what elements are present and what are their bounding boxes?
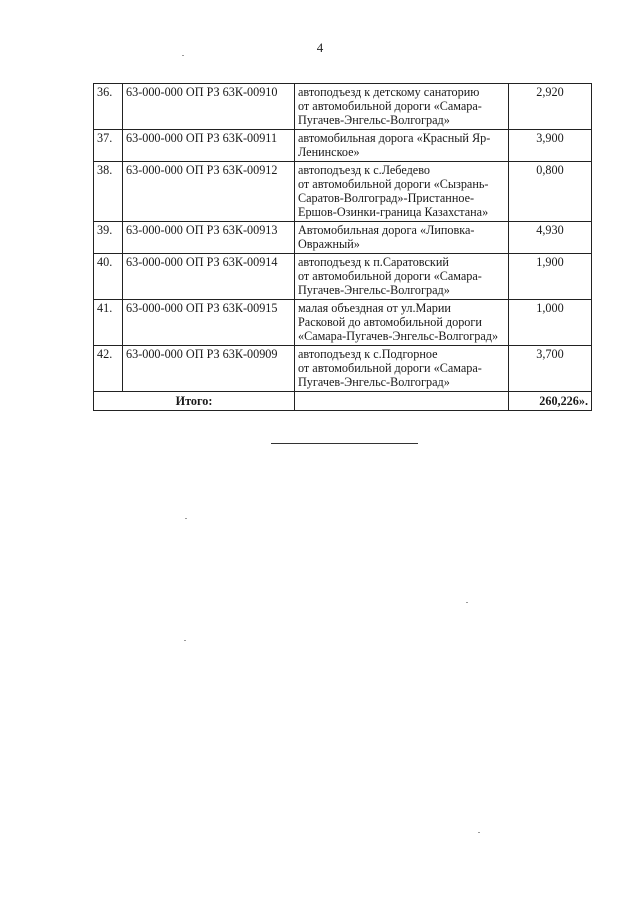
table-row xyxy=(94,346,592,392)
road-name-line: автоподъезд к п.Саратовский xyxy=(298,255,449,269)
scan-speck xyxy=(185,518,187,519)
total-row xyxy=(94,392,592,411)
road-name-line: Пугачев-Энгельс-Волгоград» xyxy=(298,375,450,389)
road-name xyxy=(295,84,509,130)
roads-table-body xyxy=(94,84,592,411)
road-name-line: автоподъезд к с.Лебедево xyxy=(298,163,430,177)
road-name xyxy=(295,162,509,222)
road-name xyxy=(295,346,509,392)
road-name-line: «Самара-Пугачев-Энгельс-Волгоград» xyxy=(298,329,499,343)
road-id-code: 63-000-000 ОП РЗ 63К-00914 xyxy=(123,254,295,300)
road-name-line: от автомобильной дороги «Самара- xyxy=(298,269,482,283)
road-length-km: 1,000 xyxy=(509,300,592,346)
road-name-line: малая объездная от ул.Марии xyxy=(298,301,451,315)
total-label: Итого: xyxy=(94,392,295,411)
road-name-line: Пугачев-Энгельс-Волгоград» xyxy=(298,113,450,127)
road-name xyxy=(295,130,509,162)
row-number: 38. xyxy=(94,162,123,222)
road-id-code: 63-000-000 ОП РЗ 63К-00915 xyxy=(123,300,295,346)
table-row xyxy=(94,222,592,254)
total-value: 260,226». xyxy=(509,392,592,411)
road-name-line: от автомобильной дороги «Самара- xyxy=(298,361,482,375)
scan-speck xyxy=(184,640,186,641)
road-name-line: Пугачев-Энгельс-Волгоград» xyxy=(298,283,450,297)
closing-separator-line xyxy=(271,443,418,444)
road-length-km: 1,900 xyxy=(509,254,592,300)
road-id-code: 63-000-000 ОП РЗ 63К-00912 xyxy=(123,162,295,222)
road-name-line: Ленинское» xyxy=(298,145,360,159)
road-length-km: 3,700 xyxy=(509,346,592,392)
road-name xyxy=(295,300,509,346)
road-name-line: Расковой до автомобильной дороги xyxy=(298,315,482,329)
road-length-km: 3,900 xyxy=(509,130,592,162)
road-length-km: 4,930 xyxy=(509,222,592,254)
road-name-line: Саратов-Волгоград»-Пристанное- xyxy=(298,191,475,205)
table-row xyxy=(94,84,592,130)
road-name-line: автоподъезд к с.Подгорное xyxy=(298,347,438,361)
table-row xyxy=(94,254,592,300)
road-name-line: автомобильная дорога «Красный Яр- xyxy=(298,131,491,145)
road-name-line: Ершов-Озинки-граница Казахстана» xyxy=(298,205,489,219)
road-name-line: автоподъезд к детскому санаторию xyxy=(298,85,480,99)
scan-speck xyxy=(182,55,184,56)
table-row xyxy=(94,130,592,162)
total-empty-cell xyxy=(295,392,509,411)
scan-speck xyxy=(478,832,480,833)
road-id-code: 63-000-000 ОП РЗ 63К-00911 xyxy=(123,130,295,162)
road-name-line: Овражный» xyxy=(298,237,360,251)
row-number: 41. xyxy=(94,300,123,346)
table-row xyxy=(94,162,592,222)
roads-table xyxy=(93,83,592,411)
road-name-line: Автомобильная дорога «Липовка- xyxy=(298,223,475,237)
row-number: 40. xyxy=(94,254,123,300)
road-id-code: 63-000-000 ОП РЗ 63К-00910 xyxy=(123,84,295,130)
row-number: 36. xyxy=(94,84,123,130)
road-name xyxy=(295,254,509,300)
road-id-code: 63-000-000 ОП РЗ 63К-00909 xyxy=(123,346,295,392)
scan-speck xyxy=(466,602,468,603)
row-number: 39. xyxy=(94,222,123,254)
road-length-km: 0,800 xyxy=(509,162,592,222)
road-name xyxy=(295,222,509,254)
road-length-km: 2,920 xyxy=(509,84,592,130)
road-name-line: от автомобильной дороги «Самара- xyxy=(298,99,482,113)
row-number: 37. xyxy=(94,130,123,162)
road-id-code: 63-000-000 ОП РЗ 63К-00913 xyxy=(123,222,295,254)
table-row xyxy=(94,300,592,346)
road-name-line: от автомобильной дороги «Сызрань- xyxy=(298,177,489,191)
page-number: 4 xyxy=(316,40,324,55)
row-number: 42. xyxy=(94,346,123,392)
